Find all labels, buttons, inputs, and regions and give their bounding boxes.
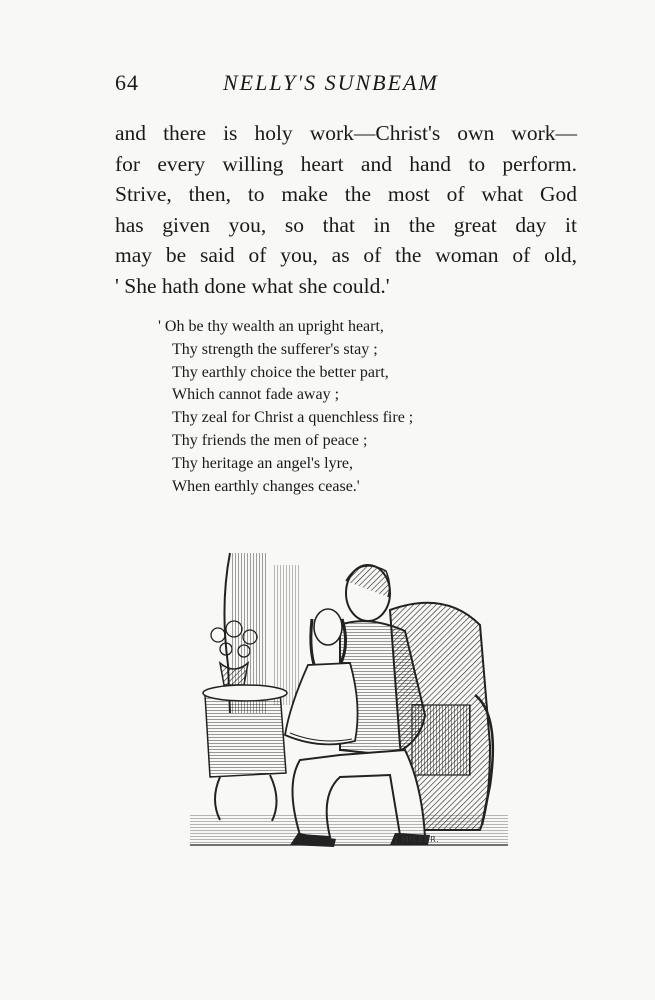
poem-line: Thy zeal for Christ a quenchless fire ;: [172, 409, 414, 427]
body-line: has given you, so that in the great day it: [115, 212, 577, 237]
poem-line: ' Oh be thy wealth an upright heart,: [158, 318, 384, 335]
poem-line: When earthly changes cease.': [172, 477, 360, 495]
poem-line: Thy earthly choice the better part,: [172, 363, 389, 381]
running-title: NELLY'S SUNBEAM: [223, 70, 439, 95]
poem-line: Thy heritage an angel's lyre,: [172, 454, 354, 472]
poem: [158, 316, 488, 498]
engraving-illustration: [190, 545, 508, 855]
side-table: [203, 685, 287, 821]
body-paragraph: [115, 118, 577, 301]
body-line: Strive, then, to make the most of what God: [115, 182, 577, 206]
page-number: 64: [115, 70, 139, 95]
poem-line: Thy friends the men of peace ;: [172, 431, 368, 449]
running-head: [115, 70, 585, 102]
floor: [190, 815, 508, 845]
body-line: ' She hath done what she could.': [115, 273, 390, 298]
body-line: and there is holy work—Christ's own work—: [115, 121, 577, 145]
engraver-signature: J.MILLER.: [395, 835, 440, 844]
poem-line: Which cannot fade away ;: [172, 386, 340, 404]
poem-line: Thy strength the sufferer's stay ;: [172, 340, 378, 358]
body-line: may be said of you, as of the woman of old,: [115, 243, 577, 267]
body-line: for every willing heart and hand to perform.: [115, 151, 577, 176]
